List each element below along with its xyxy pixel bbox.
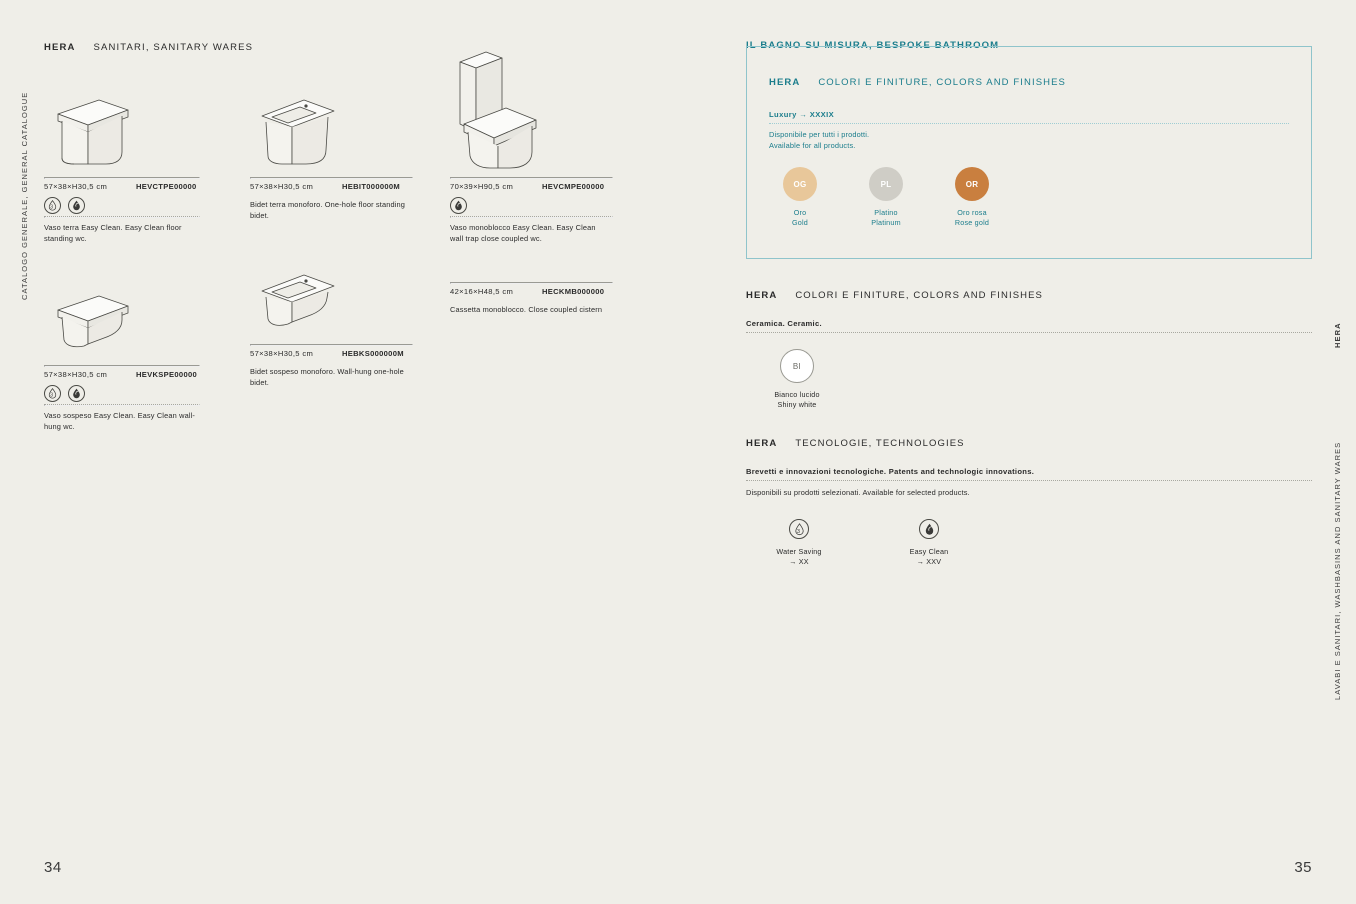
swatch-name-it: Oro	[793, 208, 807, 218]
dotted-divider	[769, 123, 1289, 124]
right-page-title: IL BAGNO SU MISURA, BESPOKE BATHROOM	[746, 40, 1000, 51]
product-code: HEVKSPE00000	[136, 370, 198, 380]
swatch-oro-gold[interactable]	[769, 167, 831, 227]
swatch-name-en: Rose gold	[954, 218, 990, 228]
luxury-note-it: Disponibile per tutti i prodotti.	[769, 130, 870, 139]
swatch-name-en: Shiny white	[777, 399, 817, 409]
swatch-bianco-lucido[interactable]	[766, 349, 828, 409]
colors-heading-text: COLORI E FINITURE, COLORS AND FINISHES	[795, 290, 1043, 301]
swatch-name-it: Bianco lucido	[774, 390, 820, 399]
luxury-brand: HERA	[769, 77, 801, 88]
product-image-vaso-monoblocco	[450, 28, 635, 177]
swatch-platino-platinum[interactable]	[855, 167, 917, 227]
swatch-label	[766, 390, 828, 409]
luxury-note-en: Available for all products.	[769, 140, 856, 150]
tech-brand: HERA	[746, 438, 778, 449]
svg-text:3: 3	[50, 392, 53, 399]
product-code: HECKMB000000	[542, 287, 605, 297]
product-dimensions: 57×38×H30,5 cm	[44, 182, 108, 191]
luxury-finishes-panel	[746, 46, 1312, 259]
tech-section-heading	[746, 438, 1312, 449]
product-description: Vaso monoblocco Easy Clean. Easy Clean wall trap close coupled wc.	[450, 223, 596, 243]
swatch-dot: OR	[955, 167, 989, 201]
luxury-heading-text: COLORI E FINITURE, COLORS AND FINISHES	[818, 77, 1066, 88]
colors-subtitle: Ceramica. Ceramic.	[746, 319, 822, 328]
product-code: HEVCTPE00000	[136, 182, 197, 191]
colors-brand: HERA	[746, 290, 778, 301]
product-spec-row	[250, 179, 435, 191]
tech-item-list	[746, 519, 1312, 567]
swatch-dot: BI	[780, 349, 814, 383]
product-vaso-terra	[44, 92, 229, 244]
tech-item-label	[764, 547, 834, 567]
product-vaso-sospeso	[44, 288, 229, 432]
easy-clean-icon	[450, 197, 467, 214]
product-spec-row	[44, 179, 229, 191]
dotted-divider	[44, 216, 200, 218]
tech-label-line2: → XX	[789, 557, 809, 567]
tech-item-label	[894, 547, 964, 567]
svg-text:3: 3	[50, 204, 53, 211]
colors-section-heading	[746, 290, 1312, 301]
water-saving-icon	[789, 519, 809, 539]
tech-item-easy-clean[interactable]	[894, 519, 964, 567]
tech-subtitle: Brevetti e innovazioni tecnologiche. Patents and technologic innovations.	[746, 467, 1035, 476]
tech-label-line1: Water Saving	[776, 547, 822, 556]
section-colors-finishes	[746, 290, 1312, 409]
product-spec-row	[450, 284, 635, 296]
product-image-vaso-sospeso	[44, 288, 229, 365]
water-saving-icon	[44, 197, 61, 214]
product-cassetta-monoblocco	[450, 282, 635, 316]
swatch-name-en: Platinum	[871, 218, 901, 228]
product-image-bidet-sospeso	[250, 267, 435, 344]
product-bidet-sospeso	[250, 267, 435, 388]
tech-label-line2: → XXV	[916, 557, 942, 567]
product-spec-row	[44, 367, 229, 379]
product-dimensions: 42×16×H48,5 cm	[450, 287, 514, 297]
swatch-name-en: Gold	[792, 218, 808, 228]
luxury-subtitle: Luxury → XXXIX	[769, 110, 835, 119]
page-number-right: 35	[1294, 859, 1312, 876]
product-code: HEBIT000000M	[342, 182, 401, 191]
product-image-bidet-terra	[250, 92, 435, 177]
dotted-divider	[746, 480, 1312, 481]
product-bidet-terra	[250, 92, 435, 221]
tech-heading-text: TECNOLOGIE, TECHNOLOGIES	[795, 438, 965, 449]
product-image-vaso-terra	[44, 92, 229, 177]
section-technologies	[746, 438, 1312, 567]
left-margin-label: CATALOGO GENERALE, GENERAL CATALOGUE	[20, 91, 29, 300]
easy-clean-icon	[68, 197, 85, 214]
product-column-1	[44, 92, 229, 432]
product-description: Bidet sospeso monoforo. Wall-hung one-hole bidet.	[250, 367, 404, 387]
product-icons	[44, 385, 229, 402]
swatch-oro-rosa-rose-gold[interactable]	[941, 167, 1003, 227]
swatch-label	[855, 208, 917, 227]
product-dimensions: 57×38×H30,5 cm	[250, 182, 314, 191]
easy-clean-icon	[68, 385, 85, 402]
product-dimensions: 57×38×H30,5 cm	[44, 370, 108, 380]
product-vaso-monoblocco	[450, 28, 635, 244]
luxury-availability-note	[769, 130, 1289, 151]
swatch-dot: OG	[783, 167, 817, 201]
swatch-name-it: Platino	[874, 208, 898, 218]
left-page-brand: HERA	[44, 42, 76, 53]
product-code: HEVCMPE00000	[542, 182, 605, 191]
product-description: Vaso terra Easy Clean. Easy Clean floor standing wc.	[44, 223, 182, 243]
page-number-left: 34	[44, 859, 62, 876]
luxury-swatch-list	[769, 167, 1289, 227]
swatch-label	[769, 208, 831, 227]
tech-item-water-saving[interactable]	[764, 519, 834, 567]
product-description: Cassetta monoblocco. Close coupled cistern	[450, 305, 603, 315]
product-spec-row	[450, 179, 635, 191]
dotted-divider	[746, 332, 1312, 333]
easy-clean-icon	[919, 519, 939, 539]
product-column-2	[250, 92, 435, 388]
product-dimensions: 57×38×H30,5 cm	[250, 349, 314, 359]
tech-label-line1: Easy Clean	[909, 547, 949, 556]
tech-note: Disponibili su prodotti selezionati. Available for selected products.	[746, 488, 970, 497]
product-icons	[450, 197, 635, 214]
swatch-label	[941, 208, 1003, 227]
product-spec-row	[250, 346, 435, 358]
right-margin-section-label: LAVABI E SANITARI, WASHBASINS AND SANITARY WARES	[1333, 441, 1342, 700]
water-saving-icon	[44, 385, 61, 402]
product-description: Bidet terra monoforo. One-hole floor standing bidet.	[250, 200, 406, 220]
dotted-divider	[44, 404, 200, 406]
product-dimensions: 70×39×H90,5 cm	[450, 182, 514, 191]
product-description: Vaso sospeso Easy Clean. Easy Clean wall-hung wc.	[44, 411, 196, 431]
luxury-panel-heading	[769, 77, 1289, 88]
swatch-dot: PL	[869, 167, 903, 201]
product-column-3	[450, 28, 635, 316]
dotted-divider	[450, 216, 613, 218]
swatch-name-it: Oro rosa	[957, 208, 987, 218]
ceramic-swatch-list	[746, 349, 1312, 409]
product-code: HEBKS000000M	[342, 349, 404, 359]
left-page-header-title: SANITARI, SANITARY WARES	[93, 42, 254, 53]
left-page-header	[44, 42, 253, 53]
svg-text:3: 3	[796, 528, 800, 535]
product-icons	[44, 197, 229, 214]
right-margin-brand-label: HERA	[1333, 322, 1342, 348]
